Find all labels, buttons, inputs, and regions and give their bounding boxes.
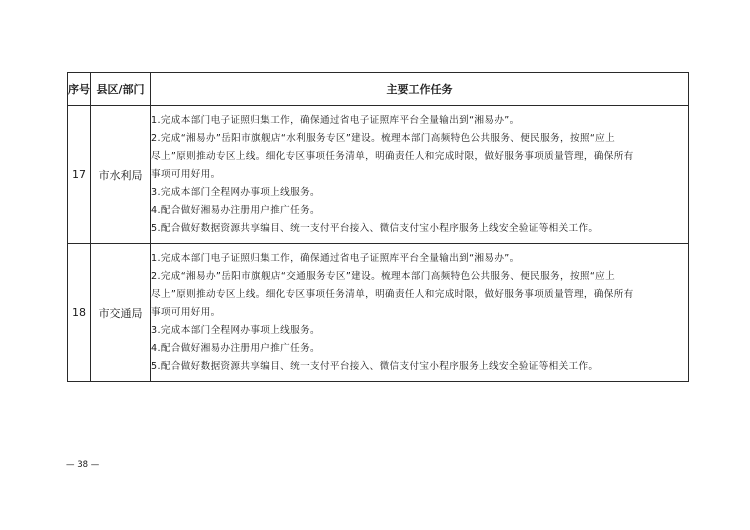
header-tasks: 主要工作任务	[151, 73, 689, 106]
table-row	[68, 244, 689, 382]
task-line: 尽上”原则推动专区上线。细化专区事项任务清单，明确责任人和完成时限，做好服务事项质量管理，确保所有	[151, 288, 634, 300]
row-tasks	[151, 244, 689, 382]
row-num: 18	[68, 244, 91, 382]
header-dept: 县区/部门	[91, 73, 151, 106]
task-line: 4.配合做好湘易办注册用户推广任务。	[151, 204, 320, 216]
row-dept: 市交通局	[91, 244, 151, 382]
task-line: 1.完成本部门电子证照归集工作，确保通过省电子证照库平台全量输出到“湘易办”。	[151, 252, 520, 264]
row-num: 17	[68, 106, 91, 244]
task-line: 5.配合做好数据资源共享编目、统一支付平台接入、微信支付宝小程序服务上线安全验证等相关工作。	[151, 360, 599, 372]
task-table	[67, 72, 689, 382]
task-line: 事项可用好用。	[151, 168, 221, 180]
task-line: 3.完成本部门全程网办事项上线服务。	[151, 186, 320, 198]
page-number: — 38 —	[66, 460, 100, 470]
task-line: 事项可用好用。	[151, 306, 221, 318]
task-line: 3.完成本部门全程网办事项上线服务。	[151, 324, 320, 336]
row-dept: 市水利局	[91, 106, 151, 244]
task-line: 4.配合做好湘易办注册用户推广任务。	[151, 342, 320, 354]
row-tasks	[151, 106, 689, 244]
header-num: 序号	[68, 73, 91, 106]
task-line: 尽上”原则推动专区上线。细化专区事项任务清单，明确责任人和完成时限，做好服务事项质量管理，确保所有	[151, 150, 634, 162]
task-line: 1.完成本部门电子证照归集工作，确保通过省电子证照库平台全量输出到“湘易办”。	[151, 114, 520, 126]
table-row	[68, 106, 689, 244]
task-line: 5.配合做好数据资源共享编目、统一支付平台接入、微信支付宝小程序服务上线安全验证等相关工作。	[151, 222, 599, 234]
task-line: 2.完成“湘易办”岳阳市旗舰店“水利服务专区”建设。梳理本部门高频特色公共服务、便民服务，按照“应上	[151, 132, 616, 144]
task-line: 2.完成“湘易办”岳阳市旗舰店“交通服务专区”建设。梳理本部门高频特色公共服务、便民服务，按照“应上	[151, 270, 616, 282]
table-header-row	[68, 73, 689, 106]
